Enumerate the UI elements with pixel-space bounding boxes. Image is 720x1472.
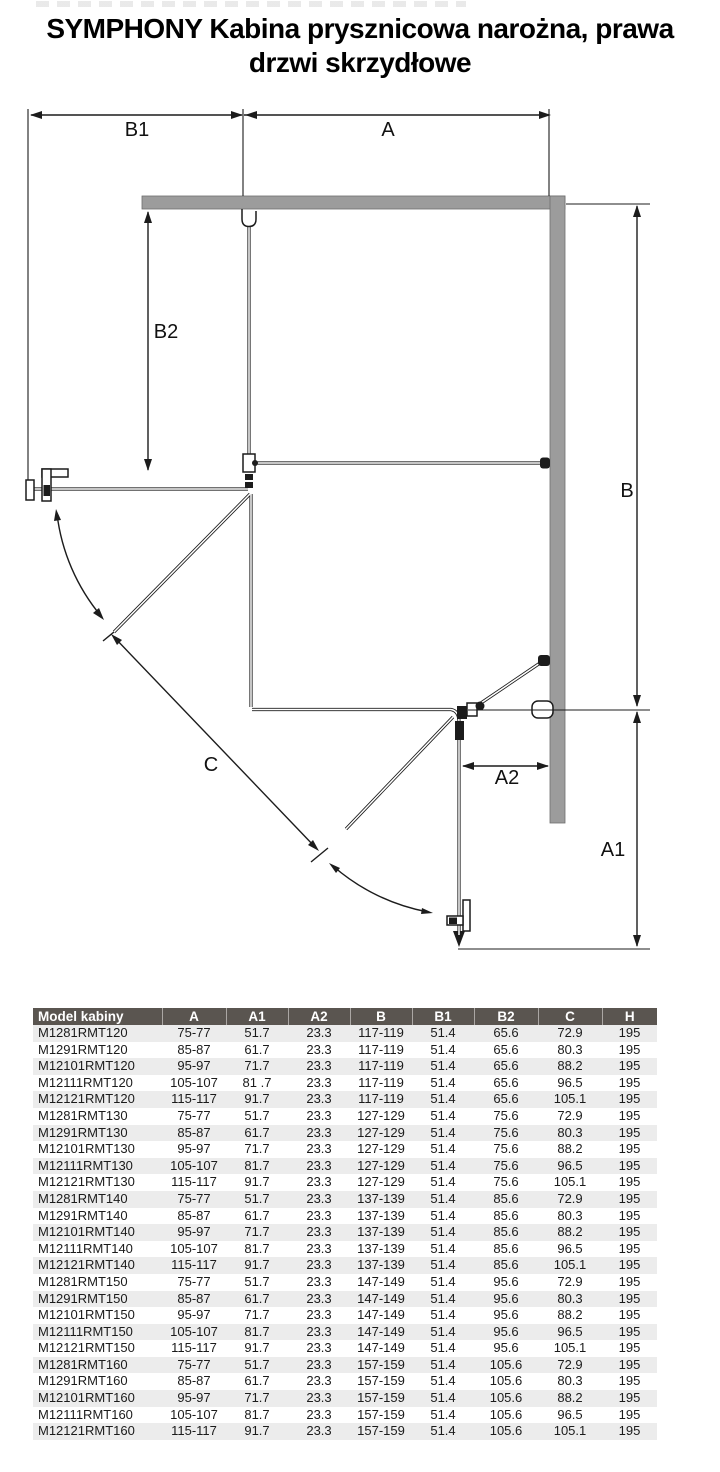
- value-cell: 71.7: [244, 1141, 270, 1157]
- model-cell: M1281RMT150: [38, 1273, 128, 1289]
- value-cell: 127-129: [357, 1174, 405, 1190]
- value-cell: 85-87: [177, 1041, 211, 1057]
- value-cell: 72.9: [557, 1273, 583, 1289]
- value-cell: 71.7: [244, 1224, 270, 1240]
- value-cell: 72.9: [557, 1025, 583, 1040]
- table-row: [33, 1158, 657, 1175]
- value-cell: 105.1: [553, 1257, 587, 1273]
- value-cell: 195: [618, 1323, 641, 1339]
- table-row: [33, 1075, 657, 1092]
- table-row: [33, 1307, 657, 1324]
- value-cell: 95.6: [493, 1290, 519, 1306]
- value-cell: 147-149: [357, 1290, 405, 1306]
- model-cell: M1291RMT120: [38, 1041, 128, 1057]
- table-row: [33, 1125, 657, 1142]
- support-bar-pivot: [252, 460, 258, 466]
- table-row: [33, 1324, 657, 1341]
- table-row: [33, 1174, 657, 1191]
- value-cell: 195: [618, 1356, 641, 1372]
- value-cell: 61.7: [244, 1207, 270, 1223]
- value-cell: 75-77: [177, 1273, 211, 1289]
- hinge-knuckle: [245, 482, 253, 488]
- value-cell: 157-159: [357, 1406, 405, 1422]
- table-row: [33, 1108, 657, 1125]
- value-cell: 23.3: [306, 1307, 332, 1323]
- top-wall: [142, 196, 565, 209]
- table-row: [33, 1224, 657, 1241]
- dim-line-c: [114, 637, 316, 848]
- value-cell: 51.4: [430, 1141, 456, 1157]
- value-cell: 195: [618, 1290, 641, 1306]
- label-a2: A2: [494, 767, 520, 789]
- value-cell: 51.4: [430, 1240, 456, 1256]
- value-cell: 195: [618, 1373, 641, 1389]
- model-cell: M12121RMT130: [38, 1174, 135, 1190]
- value-cell: 195: [618, 1058, 641, 1074]
- spec-table-body: [33, 1025, 657, 1440]
- value-cell: 80.3: [557, 1041, 583, 1057]
- value-cell: 105-107: [170, 1240, 218, 1256]
- wall-sections: [142, 196, 565, 823]
- value-cell: 23.3: [306, 1157, 332, 1173]
- model-cell: M12111RMT160: [38, 1406, 133, 1422]
- value-cell: 195: [618, 1107, 641, 1123]
- value-cell: 195: [618, 1157, 641, 1173]
- value-cell: 195: [618, 1340, 641, 1356]
- value-cell: 88.2: [557, 1058, 583, 1074]
- column-header: Model kabiny: [33, 1008, 162, 1025]
- model-cell: M12121RMT150: [38, 1340, 135, 1356]
- value-cell: 96.5: [557, 1074, 583, 1090]
- value-cell: 195: [618, 1174, 641, 1190]
- model-cell: M12101RMT120: [38, 1058, 135, 1074]
- value-cell: 81.7: [244, 1406, 270, 1422]
- value-cell: 117-119: [358, 1025, 404, 1040]
- value-cell: 23.3: [306, 1041, 332, 1057]
- value-cell: 91.7: [244, 1257, 270, 1273]
- value-cell: 80.3: [557, 1124, 583, 1140]
- hinge-knuckle: [245, 474, 253, 480]
- value-cell: 195: [618, 1074, 641, 1090]
- bottom-hinge-block: [457, 706, 467, 719]
- value-cell: 23.3: [306, 1390, 332, 1406]
- value-cell: 195: [618, 1273, 641, 1289]
- value-cell: 80.3: [557, 1373, 583, 1389]
- value-cell: 65.6: [493, 1025, 519, 1040]
- value-cell: 80.3: [557, 1290, 583, 1306]
- column-header: B2: [474, 1008, 538, 1025]
- value-cell: 75.6: [493, 1174, 519, 1190]
- value-cell: 91.7: [244, 1174, 270, 1190]
- model-cell: M1281RMT160: [38, 1356, 128, 1372]
- value-cell: 147-149: [357, 1307, 405, 1323]
- value-cell: 51.4: [430, 1273, 456, 1289]
- value-cell: 51.4: [430, 1373, 456, 1389]
- label-b1: B1: [124, 119, 150, 141]
- value-cell: 85-87: [177, 1124, 211, 1140]
- value-cell: 137-139: [357, 1240, 405, 1256]
- value-cell: 51.4: [430, 1307, 456, 1323]
- model-cell: M12101RMT160: [38, 1390, 135, 1406]
- model-cell: M12111RMT140: [38, 1240, 133, 1256]
- value-cell: 51.7: [244, 1025, 270, 1040]
- value-cell: 51.7: [244, 1190, 270, 1206]
- value-cell: 195: [618, 1091, 641, 1107]
- model-cell: M12121RMT120: [38, 1091, 135, 1107]
- value-cell: 85.6: [493, 1190, 519, 1206]
- technical-drawing: [0, 92, 720, 972]
- value-cell: 195: [618, 1224, 641, 1240]
- column-header: B: [350, 1008, 412, 1025]
- value-cell: 105-107: [170, 1074, 218, 1090]
- value-cell: 85-87: [177, 1207, 211, 1223]
- value-cell: 23.3: [306, 1091, 332, 1107]
- value-cell: 51.4: [430, 1290, 456, 1306]
- value-cell: 51.4: [430, 1174, 456, 1190]
- value-cell: 71.7: [244, 1058, 270, 1074]
- value-cell: 23.3: [306, 1406, 332, 1422]
- model-cell: M1291RMT140: [38, 1207, 128, 1223]
- value-cell: 115-117: [171, 1091, 217, 1107]
- value-cell: 195: [618, 1124, 641, 1140]
- model-cell: M12121RMT140: [38, 1257, 135, 1273]
- value-cell: 51.4: [430, 1423, 456, 1439]
- value-cell: 23.3: [306, 1174, 332, 1190]
- table-row: [33, 1423, 657, 1440]
- value-cell: 115-117: [171, 1174, 217, 1190]
- value-cell: 105-107: [170, 1406, 218, 1422]
- value-cell: 195: [618, 1025, 641, 1040]
- door-swing-arc-right: [333, 866, 428, 912]
- value-cell: 85.6: [493, 1240, 519, 1256]
- value-cell: 23.3: [306, 1190, 332, 1206]
- value-cell: 137-139: [357, 1207, 405, 1223]
- value-cell: 51.4: [430, 1323, 456, 1339]
- value-cell: 195: [618, 1307, 641, 1323]
- value-cell: 96.5: [557, 1157, 583, 1173]
- value-cell: 115-117: [171, 1257, 217, 1273]
- table-row: [33, 1291, 657, 1308]
- handle-grip: [44, 485, 51, 496]
- value-cell: 85-87: [177, 1290, 211, 1306]
- label-a: A: [381, 119, 395, 141]
- column-header: A1: [226, 1008, 288, 1025]
- model-cell: M1291RMT150: [38, 1290, 128, 1306]
- value-cell: 75-77: [177, 1190, 211, 1206]
- value-cell: 95.6: [493, 1323, 519, 1339]
- value-cell: 71.7: [244, 1307, 270, 1323]
- value-cell: 95-97: [177, 1390, 211, 1406]
- value-cell: 157-159: [357, 1423, 405, 1439]
- value-cell: 105.6: [489, 1373, 523, 1389]
- strut-wall-connector: [538, 655, 550, 666]
- value-cell: 51.4: [430, 1157, 456, 1173]
- model-cell: M1291RMT130: [38, 1124, 128, 1140]
- value-cell: 105-107: [170, 1323, 218, 1339]
- value-cell: 51.4: [430, 1124, 456, 1140]
- table-row: [33, 1373, 657, 1390]
- value-cell: 105.6: [489, 1406, 523, 1422]
- handle-grip: [449, 918, 457, 925]
- value-cell: 105.1: [553, 1091, 587, 1107]
- value-cell: 127-129: [357, 1141, 405, 1157]
- value-cell: 147-149: [357, 1273, 405, 1289]
- value-cell: 51.7: [244, 1356, 270, 1372]
- value-cell: 72.9: [557, 1107, 583, 1123]
- model-cell: M1281RMT140: [38, 1190, 128, 1206]
- value-cell: 51.4: [430, 1340, 456, 1356]
- value-cell: 137-139: [357, 1190, 405, 1206]
- value-cell: 23.3: [306, 1107, 332, 1123]
- table-row: [33, 1357, 657, 1374]
- dimension-lines: [31, 115, 637, 946]
- value-cell: 127-129: [357, 1124, 405, 1140]
- value-cell: 96.5: [557, 1406, 583, 1422]
- value-cell: 23.3: [306, 1373, 332, 1389]
- value-cell: 51.4: [430, 1107, 456, 1123]
- value-cell: 91.7: [244, 1091, 270, 1107]
- value-cell: 23.3: [306, 1423, 332, 1439]
- table-row: [33, 1058, 657, 1075]
- value-cell: 88.2: [557, 1307, 583, 1323]
- table-row: [33, 1241, 657, 1258]
- value-cell: 23.3: [306, 1323, 332, 1339]
- value-cell: 51.4: [430, 1091, 456, 1107]
- value-cell: 72.9: [557, 1356, 583, 1372]
- value-cell: 137-139: [357, 1257, 405, 1273]
- value-cell: 105.6: [489, 1423, 523, 1439]
- value-cell: 23.3: [306, 1058, 332, 1074]
- page-title-line2: drzwi skrzydłowe: [248, 47, 472, 78]
- value-cell: 157-159: [357, 1390, 405, 1406]
- value-cell: 91.7: [244, 1423, 270, 1439]
- value-cell: 96.5: [557, 1323, 583, 1339]
- model-cell: M12121RMT160: [38, 1423, 135, 1439]
- value-cell: 95-97: [177, 1224, 211, 1240]
- value-cell: 88.2: [557, 1224, 583, 1240]
- value-cell: 195: [618, 1257, 641, 1273]
- value-cell: 81 .7: [242, 1074, 272, 1090]
- value-cell: 75.6: [493, 1124, 519, 1140]
- value-cell: 23.3: [306, 1340, 332, 1356]
- value-cell: 51.4: [430, 1356, 456, 1372]
- value-cell: 23.3: [306, 1273, 332, 1289]
- value-cell: 51.4: [430, 1224, 456, 1240]
- value-cell: 23.3: [306, 1074, 332, 1090]
- value-cell: 195: [618, 1141, 641, 1157]
- support-bar-wall-connector: [540, 458, 550, 469]
- value-cell: 105.1: [553, 1423, 587, 1439]
- column-header: C: [538, 1008, 602, 1025]
- value-cell: 117-119: [358, 1074, 404, 1090]
- value-cell: 115-117: [171, 1423, 217, 1439]
- value-cell: 137-139: [357, 1224, 405, 1240]
- value-cell: 75.6: [493, 1157, 519, 1173]
- value-cell: 51.7: [244, 1273, 270, 1289]
- value-cell: 23.3: [306, 1124, 332, 1140]
- value-cell: 157-159: [357, 1373, 405, 1389]
- value-cell: 105.6: [489, 1390, 523, 1406]
- value-cell: 75.6: [493, 1141, 519, 1157]
- value-cell: 51.7: [244, 1107, 270, 1123]
- value-cell: 88.2: [557, 1141, 583, 1157]
- page-title: [0, 12, 720, 80]
- value-cell: 51.4: [430, 1390, 456, 1406]
- value-cell: 195: [618, 1423, 641, 1439]
- value-cell: 65.6: [493, 1041, 519, 1057]
- value-cell: 23.3: [306, 1025, 332, 1040]
- cropped-text-remnant: [36, 1, 466, 7]
- column-header: B1: [412, 1008, 474, 1025]
- value-cell: 81.7: [244, 1240, 270, 1256]
- value-cell: 75.6: [493, 1107, 519, 1123]
- model-cell: M12101RMT140: [38, 1224, 135, 1240]
- model-cell: M12101RMT130: [38, 1141, 135, 1157]
- value-cell: 195: [618, 1390, 641, 1406]
- value-cell: 23.3: [306, 1224, 332, 1240]
- table-row: [33, 1340, 657, 1357]
- value-cell: 81.7: [244, 1157, 270, 1173]
- table-row: [33, 1025, 657, 1042]
- value-cell: 23.3: [306, 1207, 332, 1223]
- table-row: [33, 1274, 657, 1291]
- column-header: A: [162, 1008, 226, 1025]
- column-header: H: [602, 1008, 657, 1025]
- value-cell: 117-119: [358, 1091, 404, 1107]
- value-cell: 95.6: [493, 1273, 519, 1289]
- value-cell: 65.6: [493, 1091, 519, 1107]
- value-cell: 23.3: [306, 1257, 332, 1273]
- value-cell: 71.7: [244, 1390, 270, 1406]
- table-row: [33, 1141, 657, 1158]
- value-cell: 115-117: [171, 1340, 217, 1356]
- table-row: [33, 1042, 657, 1059]
- value-cell: 75-77: [177, 1107, 211, 1123]
- ceiling-hook: [242, 209, 256, 227]
- model-cell: M1291RMT160: [38, 1373, 128, 1389]
- value-cell: 117-119: [358, 1058, 404, 1074]
- value-cell: 96.5: [557, 1240, 583, 1256]
- value-cell: 51.4: [430, 1406, 456, 1422]
- value-cell: 51.4: [430, 1058, 456, 1074]
- value-cell: 85.6: [493, 1257, 519, 1273]
- dimension-arrowheads: [30, 111, 641, 947]
- value-cell: 23.3: [306, 1290, 332, 1306]
- label-a1: A1: [600, 839, 626, 861]
- value-cell: 23.3: [306, 1356, 332, 1372]
- value-cell: 195: [618, 1041, 641, 1057]
- value-cell: 51.4: [430, 1257, 456, 1273]
- value-cell: 75-77: [177, 1025, 211, 1040]
- value-cell: 195: [618, 1240, 641, 1256]
- bottom-hinge-pivot: [476, 702, 485, 711]
- table-row: [33, 1091, 657, 1108]
- value-cell: 95-97: [177, 1307, 211, 1323]
- value-cell: 23.3: [306, 1141, 332, 1157]
- glass-panels-outline: [31, 227, 543, 935]
- table-row: [33, 1390, 657, 1407]
- model-cell: M12111RMT150: [38, 1323, 133, 1339]
- spec-table: [33, 1008, 657, 1440]
- value-cell: 95-97: [177, 1141, 211, 1157]
- value-cell: 147-149: [357, 1340, 405, 1356]
- value-cell: 95-97: [177, 1058, 211, 1074]
- table-row: [33, 1257, 657, 1274]
- value-cell: 72.9: [557, 1190, 583, 1206]
- value-cell: 105.1: [553, 1174, 587, 1190]
- table-row: [33, 1407, 657, 1424]
- value-cell: 51.4: [430, 1025, 456, 1040]
- value-cell: 85-87: [177, 1373, 211, 1389]
- label-b2: B2: [153, 321, 179, 343]
- value-cell: 61.7: [244, 1373, 270, 1389]
- value-cell: 65.6: [493, 1074, 519, 1090]
- value-cell: 95.6: [493, 1307, 519, 1323]
- value-cell: 23.3: [306, 1240, 332, 1256]
- value-cell: 147-149: [357, 1323, 405, 1339]
- bottom-hinge-knuckle: [455, 721, 464, 740]
- value-cell: 61.7: [244, 1290, 270, 1306]
- value-cell: 80.3: [557, 1207, 583, 1223]
- label-c: C: [203, 754, 219, 776]
- value-cell: 51.4: [430, 1207, 456, 1223]
- value-cell: 61.7: [244, 1041, 270, 1057]
- right-wall: [550, 196, 565, 823]
- label-b: B: [620, 480, 634, 502]
- value-cell: 105.1: [553, 1340, 587, 1356]
- left-wall-profile: [26, 480, 34, 500]
- value-cell: 105.6: [489, 1356, 523, 1372]
- value-cell: 61.7: [244, 1124, 270, 1140]
- value-cell: 195: [618, 1406, 641, 1422]
- value-cell: 65.6: [493, 1058, 519, 1074]
- value-cell: 117-119: [358, 1041, 404, 1057]
- model-cell: M1281RMT120: [38, 1025, 128, 1040]
- model-cell: M12111RMT120: [38, 1074, 133, 1090]
- value-cell: 127-129: [357, 1107, 405, 1123]
- right-door-handle: [463, 900, 470, 931]
- value-cell: 51.4: [430, 1190, 456, 1206]
- value-cell: 85.6: [493, 1207, 519, 1223]
- value-cell: 157-159: [357, 1356, 405, 1372]
- value-cell: 195: [618, 1207, 641, 1223]
- value-cell: 105-107: [170, 1157, 218, 1173]
- value-cell: 127-129: [357, 1157, 405, 1173]
- table-row: [33, 1208, 657, 1225]
- table-row: [33, 1191, 657, 1208]
- column-header: A2: [288, 1008, 350, 1025]
- value-cell: 51.4: [430, 1041, 456, 1057]
- model-cell: M12101RMT150: [38, 1307, 135, 1323]
- value-cell: 95.6: [493, 1340, 519, 1356]
- value-cell: 85.6: [493, 1224, 519, 1240]
- model-cell: M1281RMT130: [38, 1107, 128, 1123]
- model-cell: M12111RMT130: [38, 1157, 133, 1173]
- value-cell: 81.7: [244, 1323, 270, 1339]
- value-cell: 195: [618, 1190, 641, 1206]
- value-cell: 75-77: [177, 1356, 211, 1372]
- spec-table-header-row: [33, 1008, 657, 1025]
- page-title-line1: SYMPHONY Kabina prysznicowa narożna, prawa: [46, 13, 674, 44]
- glass-panels-core: [31, 227, 543, 935]
- value-cell: 88.2: [557, 1390, 583, 1406]
- door-swing-arc-left: [57, 514, 101, 616]
- value-cell: 51.4: [430, 1074, 456, 1090]
- dim-tick: [311, 848, 328, 862]
- value-cell: 91.7: [244, 1340, 270, 1356]
